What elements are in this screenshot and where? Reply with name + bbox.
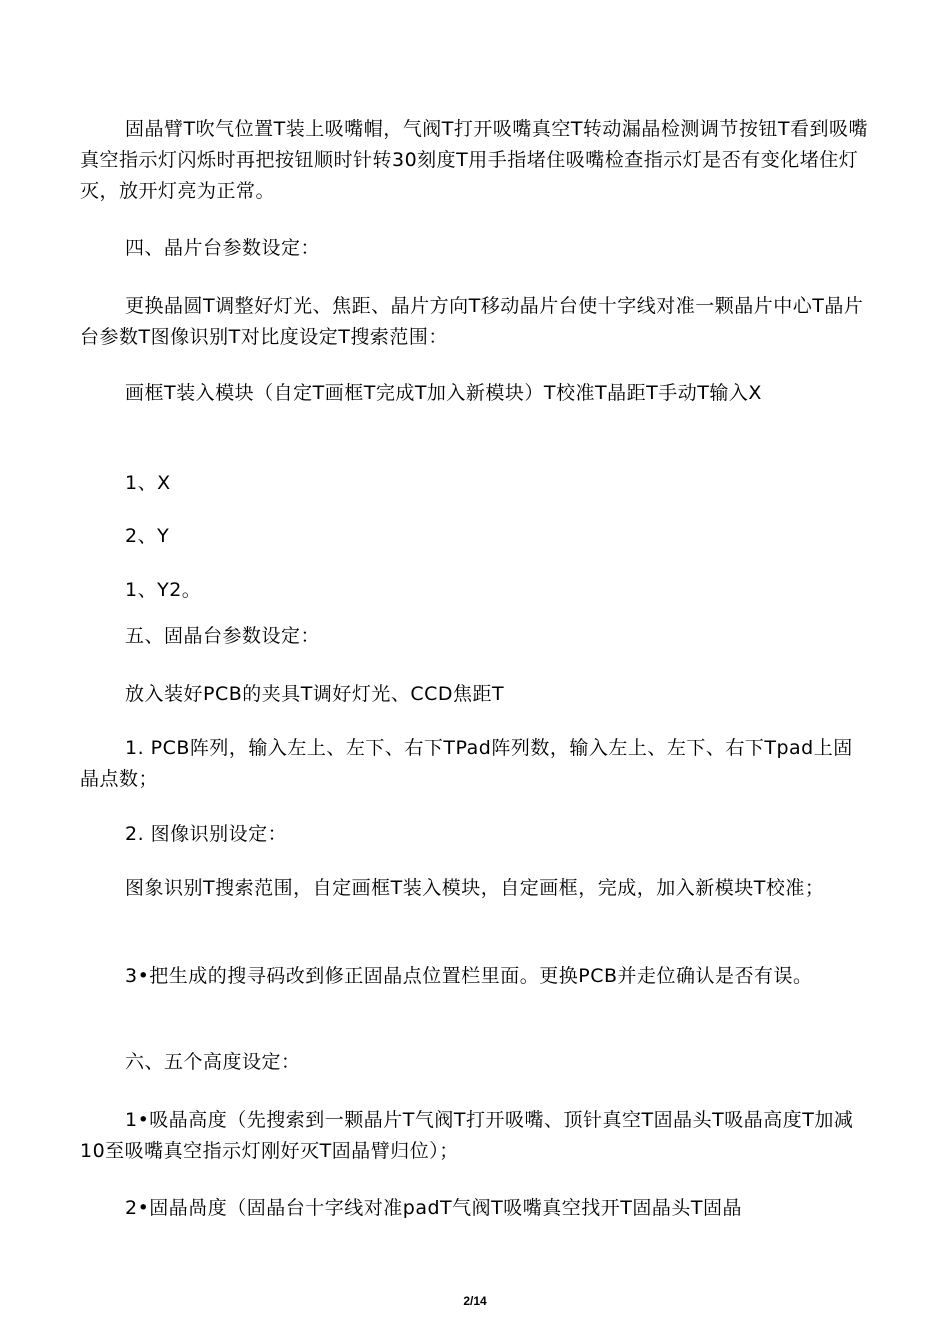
section-heading-wafer-table: 四、晶片台参数设定： xyxy=(125,237,321,259)
section-heading-bond-table: 五、固晶台参数设定： xyxy=(125,625,321,647)
paragraph-frame-module: 画框T装入模块（自定T画框T完成T加入新模块）T校准T晶距T手动T输入X xyxy=(125,382,762,404)
paragraph-image-search: 图象识别T搜索范围，自定画框T装入模块，自定画框，完成，加入新模块T校准； xyxy=(125,877,825,899)
paragraph-load-pcb: 放入装好PCB的夹具T调好灯光、CCD焦距T xyxy=(125,683,505,705)
list-item-y2: 1、Y2。 xyxy=(125,579,202,601)
paragraph-pcb-array: 1. PCB阵列，输入左上、左下、右下TPad阵列数，输入左上、左下、右下Tpad上固晶点数； xyxy=(80,737,853,790)
paragraph-die-arm-procedure: 固晶臂T吹气位置T装上吸嘴帽，气阀T打开吸嘴真空T转动漏晶检测调节按钮T看到吸嘴真空指示灯闪烁时再把按钮顺时针转30刻度T用手指堵住吸嘴检查指示灯是否有变化堵住灯灭，放开灯亮为正常。 xyxy=(80,118,869,202)
list-item-y: 2、Y xyxy=(125,525,170,547)
page-number: 2/14 xyxy=(463,1294,487,1308)
paragraph-bond-height: 2•固晶咼度（固晶台十字线对准padT气阀T吸嘴真空找开T固晶头T固晶 xyxy=(125,1197,742,1219)
section-heading-five-heights: 六、五个高度设定： xyxy=(125,1051,301,1073)
list-item-x: 1、X xyxy=(125,472,171,494)
paragraph-image-recognition: 2. 图像识别设定： xyxy=(125,823,288,845)
paragraph-pick-height: 1•吸晶高度（先搜索到一颗晶片T气阀T打开吸嘴、顶针真空T固晶头T吸晶高度T加减10至吸嘴真空指示灯刚好灭T固晶臂归位）； xyxy=(80,1109,854,1162)
paragraph-search-code: 3•把生成的搜寻码改到修正固晶点位置栏里面。更换PCB并走位确认是否有误。 xyxy=(125,965,813,987)
paragraph-wafer-replace: 更换晶圆T调整好灯光、焦距、晶片方向T移动晶片台使十字线对准一颗晶片中心T晶片台参数T图像识别T对比度设定T搜索范围： xyxy=(80,295,864,348)
